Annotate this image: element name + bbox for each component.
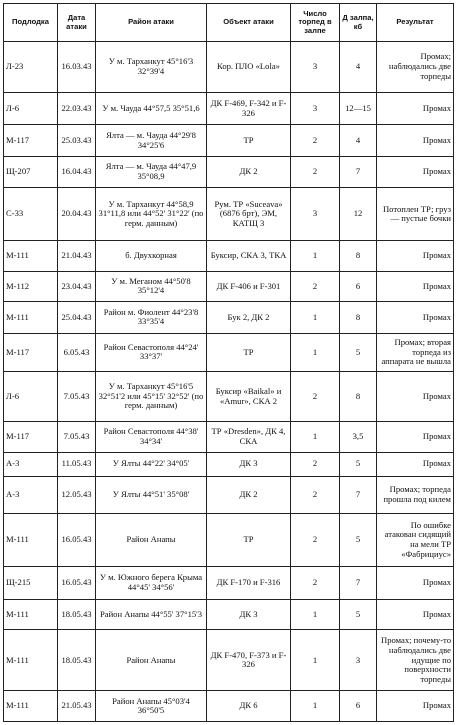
table-row xyxy=(4,125,454,157)
cell-target: Буксир, СКА 3, ТКА xyxy=(207,241,291,271)
cell-distance: 12—15 xyxy=(340,92,377,125)
cell-area: б. Двухкорная xyxy=(96,241,207,271)
cell-distance: 3 xyxy=(340,630,377,691)
cell-sub: М-117 xyxy=(4,422,58,452)
cell-distance: 5 xyxy=(340,513,377,567)
cell-date: 22.03.43 xyxy=(58,92,96,125)
cell-area: У Ялты 44°22' 34°05' xyxy=(96,452,207,476)
cell-area: Район Севастополя 44°38' 34°34' xyxy=(96,422,207,452)
cell-date: 16.04.43 xyxy=(58,156,96,188)
cell-torpedoes: 1 xyxy=(291,630,340,691)
cell-result: Потоплен ТР; груз — пустые бочки xyxy=(377,188,454,241)
cell-torpedoes: 3 xyxy=(291,92,340,125)
cell-sub: Щ-215 xyxy=(4,567,58,600)
cell-torpedoes: 2 xyxy=(291,125,340,157)
cell-torpedoes: 2 xyxy=(291,372,340,422)
cell-distance: 4 xyxy=(340,42,377,93)
cell-target: Рум. ТР «Suceava» (6876 брт), ЭМ, КАТЩ 3 xyxy=(207,188,291,241)
cell-distance: 8 xyxy=(340,241,377,271)
cell-date: 25.04.43 xyxy=(58,302,96,334)
cell-sub: А-3 xyxy=(4,452,58,476)
cell-result: Промах xyxy=(377,452,454,476)
cell-result: Промах xyxy=(377,422,454,452)
cell-result: Промах xyxy=(377,302,454,334)
cell-target: Кор. ПЛО «Lola» xyxy=(207,42,291,93)
table-header-row xyxy=(4,4,454,42)
cell-target: ТР xyxy=(207,333,291,372)
cell-sub: М-117 xyxy=(4,333,58,372)
cell-target: ДК F-170 и F-316 xyxy=(207,567,291,600)
cell-sub: А-3 xyxy=(4,476,58,513)
cell-result: Промах xyxy=(377,241,454,271)
cell-torpedoes: 2 xyxy=(291,156,340,188)
header-torpedoes: Число торпед в залпе xyxy=(291,4,340,42)
cell-sub: М-111 xyxy=(4,630,58,691)
cell-torpedoes: 3 xyxy=(291,42,340,93)
cell-date: 18.05.43 xyxy=(58,630,96,691)
cell-target: ДК 3 xyxy=(207,452,291,476)
cell-area: У Ялты 44°51' 35°08' xyxy=(96,476,207,513)
header-sub: Подлодка xyxy=(4,4,58,42)
cell-sub: М-111 xyxy=(4,241,58,271)
cell-result: Промах xyxy=(377,372,454,422)
cell-target: ДК 6 xyxy=(207,691,291,722)
cell-date: 18.05.43 xyxy=(58,599,96,629)
cell-torpedoes: 1 xyxy=(291,599,340,629)
cell-date: 16.05.43 xyxy=(58,513,96,567)
table-row xyxy=(4,302,454,334)
header-result: Результат xyxy=(377,4,454,42)
cell-target: Буксир «Baikal» и «Amur», СКА 2 xyxy=(207,372,291,422)
cell-area: Район Анапы xyxy=(96,513,207,567)
cell-result: Промах xyxy=(377,599,454,629)
cell-area: Район м. Фиолент 44°23'8 33°35'4 xyxy=(96,302,207,334)
cell-torpedoes: 1 xyxy=(291,241,340,271)
cell-area: У м. Тарханкут 45°16'3 32°39'4 xyxy=(96,42,207,93)
cell-date: 23.04.43 xyxy=(58,271,96,301)
cell-target: ДК 3 xyxy=(207,599,291,629)
cell-distance: 4 xyxy=(340,125,377,157)
cell-area: Район Анапы 44°55' 37°15'3 xyxy=(96,599,207,629)
cell-sub: Л-23 xyxy=(4,42,58,93)
cell-result: Промах; наблюдались две торпеды xyxy=(377,42,454,93)
cell-distance: 5 xyxy=(340,452,377,476)
cell-target: ТР «Dresden», ДК 4, СКА xyxy=(207,422,291,452)
cell-sub: Щ-207 xyxy=(4,156,58,188)
cell-sub: М-112 xyxy=(4,271,58,301)
table-row xyxy=(4,452,454,476)
cell-date: 21.05.43 xyxy=(58,691,96,722)
cell-area: У м. Меганом 44°50'8 35°12'4 xyxy=(96,271,207,301)
table-row xyxy=(4,156,454,188)
cell-date: 16.03.43 xyxy=(58,42,96,93)
cell-distance: 6 xyxy=(340,691,377,722)
cell-torpedoes: 1 xyxy=(291,302,340,334)
cell-result: Промах xyxy=(377,125,454,157)
cell-result: Промах xyxy=(377,567,454,600)
table-body xyxy=(4,42,454,722)
table-row xyxy=(4,567,454,600)
header-target: Объект атаки xyxy=(207,4,291,42)
cell-target: ДК 2 xyxy=(207,476,291,513)
attack-table-page xyxy=(3,3,453,722)
cell-date: 12.05.43 xyxy=(58,476,96,513)
cell-torpedoes: 1 xyxy=(291,422,340,452)
cell-sub: М-111 xyxy=(4,599,58,629)
cell-date: 7.05.43 xyxy=(58,372,96,422)
cell-distance: 5 xyxy=(340,599,377,629)
cell-result: Промах xyxy=(377,271,454,301)
cell-sub: М-111 xyxy=(4,513,58,567)
cell-date: 20.04.43 xyxy=(58,188,96,241)
cell-target: ТР xyxy=(207,513,291,567)
cell-area: Район Анапы xyxy=(96,630,207,691)
cell-distance: 6 xyxy=(340,271,377,301)
cell-target: Бук 2, ДК 2 xyxy=(207,302,291,334)
cell-torpedoes: 3 xyxy=(291,188,340,241)
cell-result: По ошибке атакован сидящий на мели ТР «Фабрициус» xyxy=(377,513,454,567)
table-row xyxy=(4,42,454,93)
cell-torpedoes: 2 xyxy=(291,452,340,476)
cell-area: У м. Тарханкут 44°58,9 31°11,8 или 44°52' 31°22' (по герм. данным) xyxy=(96,188,207,241)
cell-torpedoes: 2 xyxy=(291,513,340,567)
cell-distance: 7 xyxy=(340,567,377,600)
cell-sub: Л-6 xyxy=(4,92,58,125)
table-row xyxy=(4,422,454,452)
table-row xyxy=(4,188,454,241)
cell-area: У м. Тарханкут 45°16'5 32°51'2 или 45°15' 32°52' (по герм. данным) xyxy=(96,372,207,422)
table-row xyxy=(4,599,454,629)
cell-target: ДК F-406 и F-301 xyxy=(207,271,291,301)
cell-target: ДК F-469, F-342 и F-326 xyxy=(207,92,291,125)
cell-distance: 7 xyxy=(340,476,377,513)
cell-area: Район Анапы 45°03'4 36°50'5 xyxy=(96,691,207,722)
cell-sub: Л-6 xyxy=(4,372,58,422)
cell-area: Район Севастополя 44°24' 33°37' xyxy=(96,333,207,372)
table-row xyxy=(4,476,454,513)
cell-torpedoes: 1 xyxy=(291,691,340,722)
table-row xyxy=(4,241,454,271)
cell-sub: М-111 xyxy=(4,302,58,334)
cell-result: Промах xyxy=(377,92,454,125)
header-date: Дата атаки xyxy=(58,4,96,42)
cell-target: ДК F-470, F-373 и F-326 xyxy=(207,630,291,691)
cell-distance: 7 xyxy=(340,156,377,188)
cell-distance: 8 xyxy=(340,372,377,422)
cell-distance: 5 xyxy=(340,333,377,372)
cell-distance: 3,5 xyxy=(340,422,377,452)
table-row xyxy=(4,92,454,125)
cell-date: 6.05.43 xyxy=(58,333,96,372)
cell-result: Промах; почему-то наблюдались две идущие по поверхности торпеды xyxy=(377,630,454,691)
cell-result: Промах; торпеда прошла под килем xyxy=(377,476,454,513)
cell-date: 21.04.43 xyxy=(58,241,96,271)
cell-distance: 8 xyxy=(340,302,377,334)
cell-area: Ялта — м. Чауда 44°47,9 35°08,9 xyxy=(96,156,207,188)
cell-area: У м. Южного берега Крыма 44°45' 34°56' xyxy=(96,567,207,600)
table-row xyxy=(4,630,454,691)
cell-torpedoes: 2 xyxy=(291,567,340,600)
table-row xyxy=(4,513,454,567)
cell-date: 11.05.43 xyxy=(58,452,96,476)
table-row xyxy=(4,333,454,372)
header-distance: Д залпа, кб xyxy=(340,4,377,42)
cell-area: Ялта — м. Чауда 44°29'8 34°25'6 xyxy=(96,125,207,157)
submarine-attacks-table xyxy=(3,3,454,722)
cell-date: 7.05.43 xyxy=(58,422,96,452)
cell-sub: С-33 xyxy=(4,188,58,241)
cell-result: Промах; вторая торпеда из аппарата не вышла xyxy=(377,333,454,372)
cell-distance: 12 xyxy=(340,188,377,241)
cell-result: Промах xyxy=(377,156,454,188)
cell-torpedoes: 2 xyxy=(291,271,340,301)
cell-sub: М-111 xyxy=(4,691,58,722)
table-row xyxy=(4,691,454,722)
cell-torpedoes: 2 xyxy=(291,476,340,513)
cell-result: Промах xyxy=(377,691,454,722)
cell-target: ДК 2 xyxy=(207,156,291,188)
cell-sub: М-117 xyxy=(4,125,58,157)
cell-target: ТР xyxy=(207,125,291,157)
cell-date: 25.03.43 xyxy=(58,125,96,157)
cell-area: У м. Чауда 44°57,5 35°51,6 xyxy=(96,92,207,125)
cell-torpedoes: 1 xyxy=(291,333,340,372)
cell-date: 16.05.43 xyxy=(58,567,96,600)
table-row xyxy=(4,372,454,422)
header-area: Район атаки xyxy=(96,4,207,42)
table-row xyxy=(4,271,454,301)
